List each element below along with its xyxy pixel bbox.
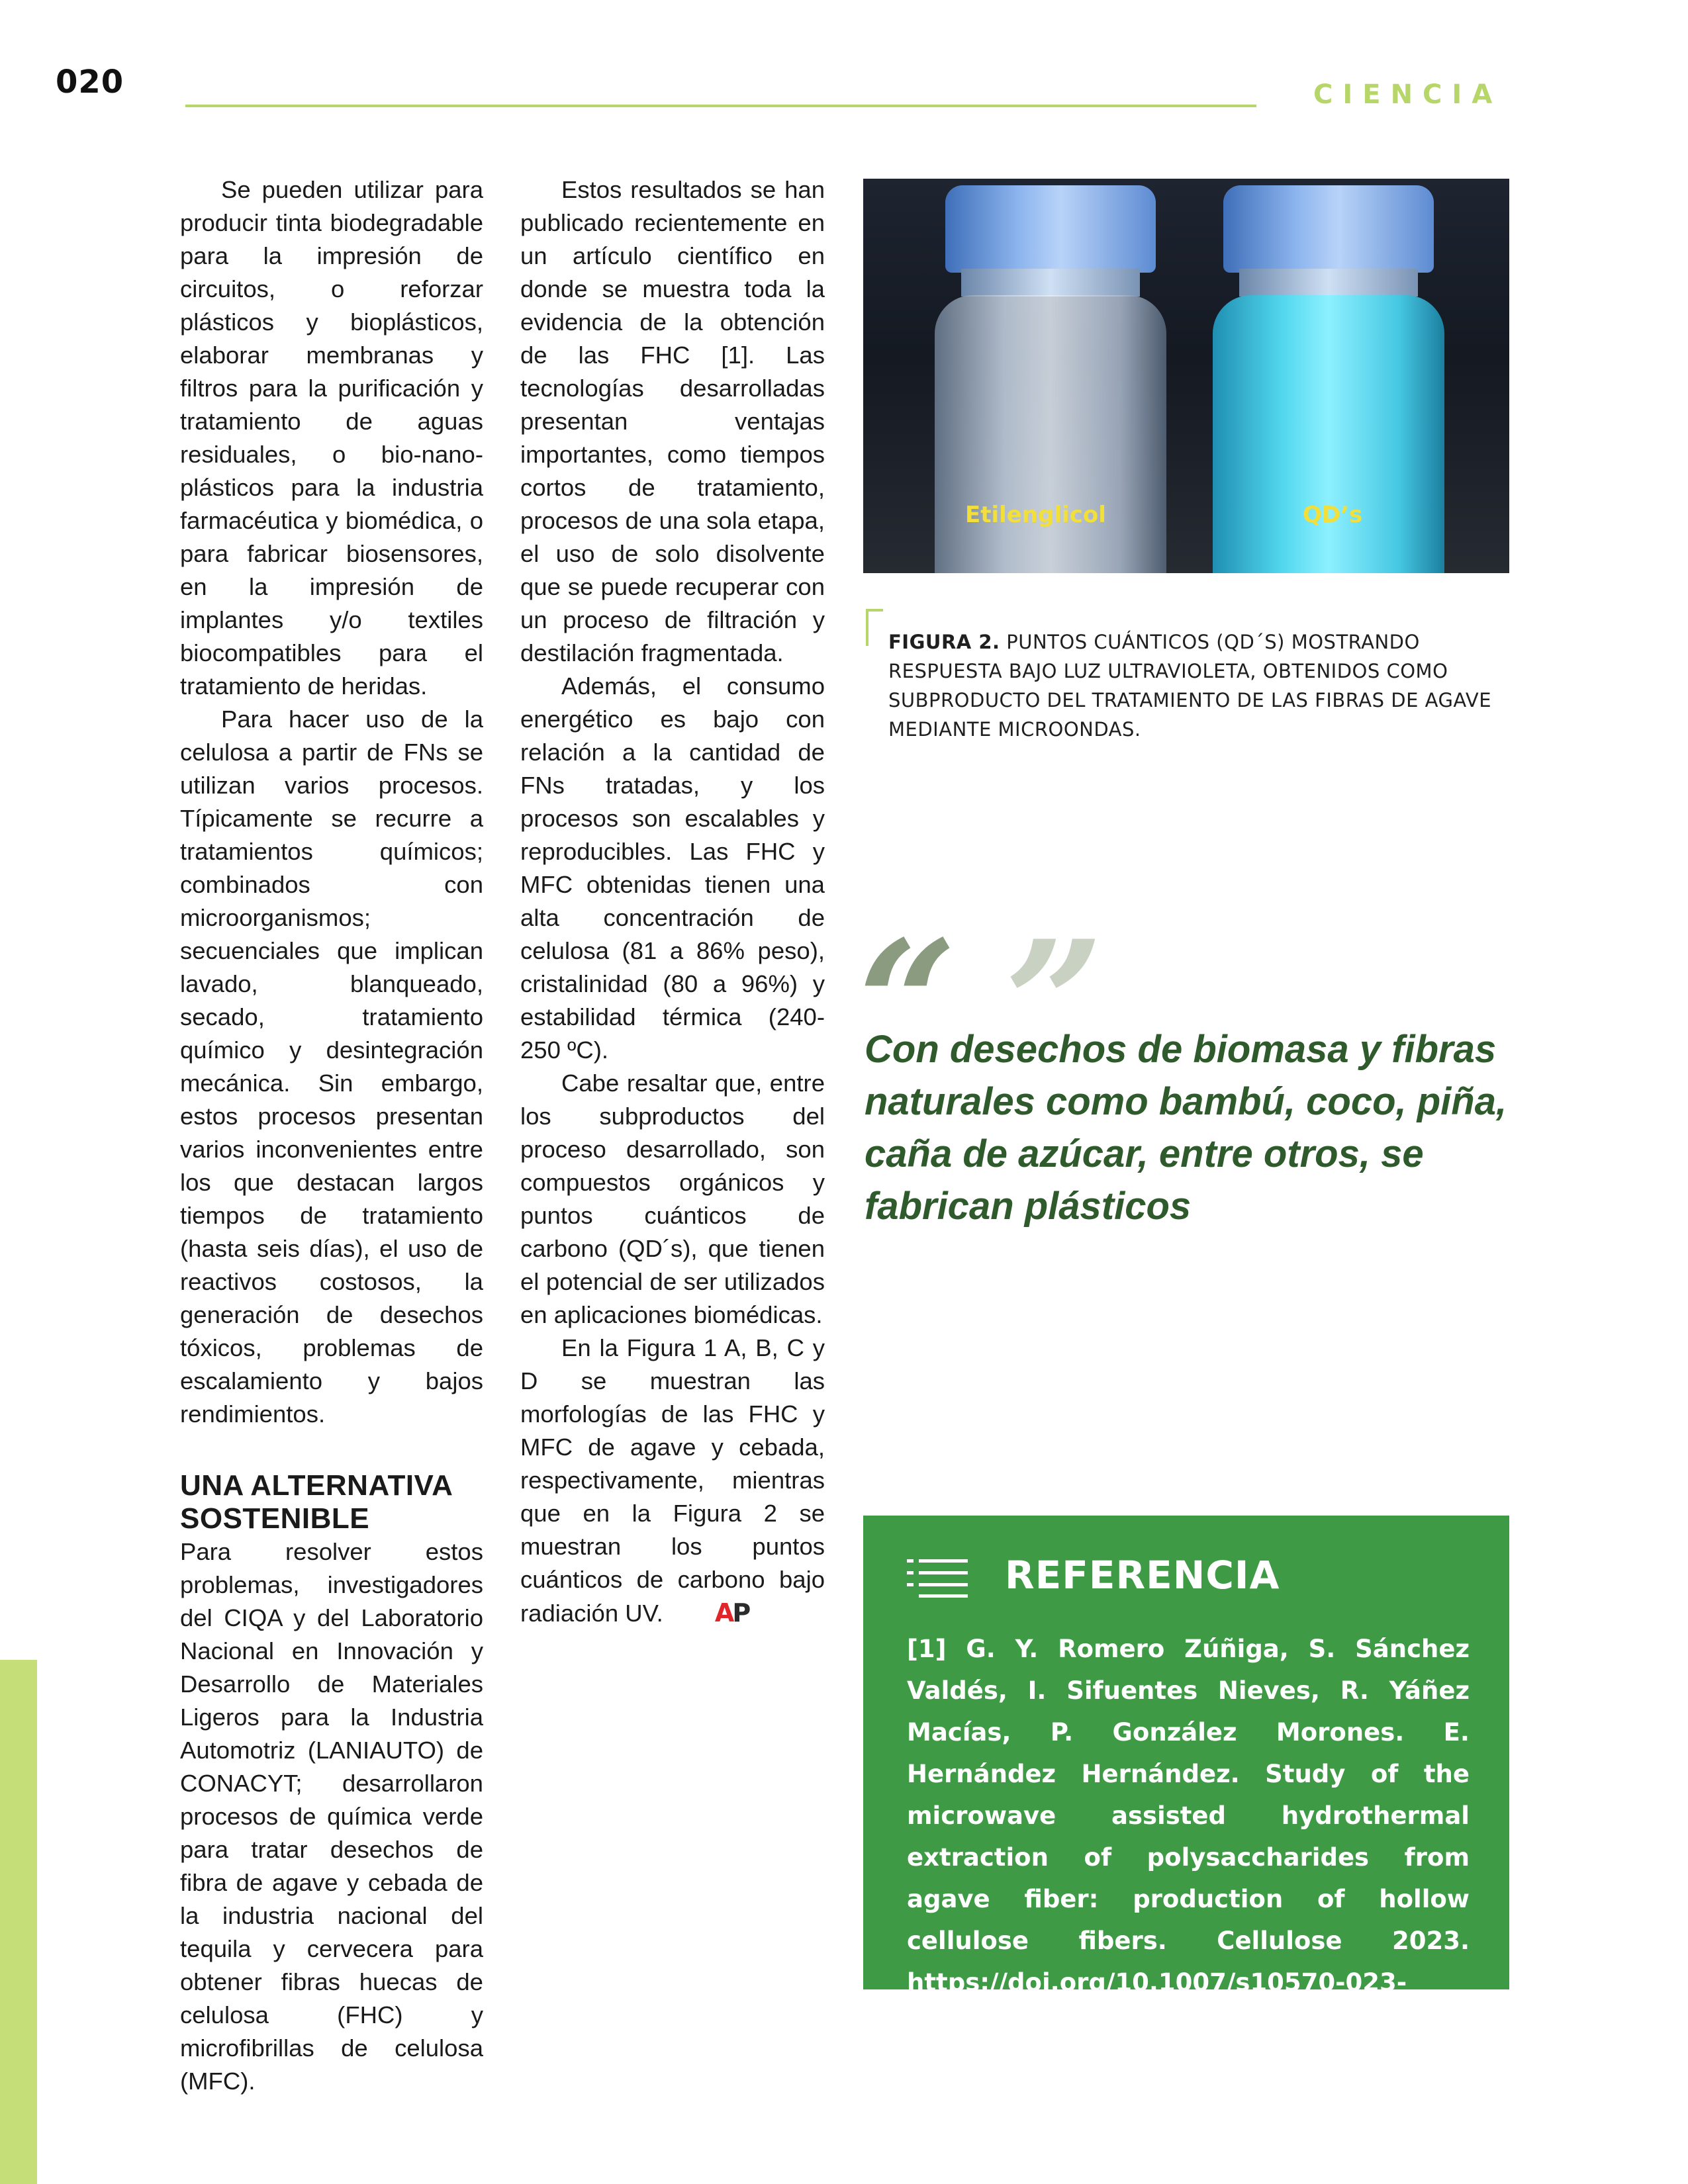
paragraph: Cabe resaltar que, entre los subproductos del proceso desarrollado, son compuestos orgánicos y puntos cuánticos de carbono (QD´s), que tienen el potencial de ser utilizados en aplicaciones biomédicas. xyxy=(520,1069,825,1328)
reference-box xyxy=(863,1516,1509,2038)
logo-letter-p: P xyxy=(732,1598,749,1627)
ap-logo xyxy=(674,1596,749,1629)
figure-photo-vials xyxy=(863,179,1509,573)
paragraph: Estos resultados se han publicado recientemente en un artículo científico en donde se muestra toda la evidencia de la obtención de las FHC [1]. Las tecnologías desarrolladas presentan ventajas importantes, como tiempos cortos de tratamiento, procesos de una sola etapa, el uso de solo disolvente que se puede recuperar con un proceso de filtración y destilación fragmentada. xyxy=(520,176,825,666)
vial-neck xyxy=(961,269,1140,296)
text-column-2 xyxy=(520,173,825,1630)
vial-body xyxy=(935,295,1166,573)
open-quote-mark: “ xyxy=(858,903,957,1105)
vial-neck xyxy=(1239,269,1418,296)
figure-label: FIGURA 2. xyxy=(888,631,1000,653)
text-column-1 xyxy=(180,173,483,2098)
vial-body xyxy=(1213,295,1444,573)
caption-text: PUNTOS CUÁNTICOS (QD´S) MOSTRANDO RESPUESTA BAJO LUZ ULTRAVIOLETA, OBTENIDOS COMO SUBPRODUCTO DEL TRATAMIENTO DE LAS FIBRAS DE AGAVE MEDIANTE MICROONDAS. xyxy=(888,631,1492,741)
logo-letter-a: A xyxy=(714,1598,733,1627)
section-label: CIENCIA xyxy=(1313,79,1503,110)
decorative-side-bar xyxy=(0,1660,37,2184)
vial-label-left: Etilenglicol xyxy=(965,502,1106,528)
paragraph: Además, el consumo energético es bajo con relación a la cantidad de FNs tratadas, y los procesos son escalables y reproducibles. Las FHC y MFC obtenidas tienen una alta concentración de celulosa (81 a 86% peso), cristalinidad (80 a 96%) y estabilidad térmica (240-250 ºC). xyxy=(520,672,825,1064)
close-quote-mark: ” xyxy=(1005,903,1104,1105)
paragraph: Para hacer uso de la celulosa a partir de FNs se utilizan varios procesos. Típicamente se recurre a tratamientos químicos; combinados con microorganismos; secuenciales que implican lavado, blanqueado, secado, tratamiento químico y desintegración mecánica. Sin embargo, estos procesos presentan varios inconvenientes entre los que destacan largos tiempos de tratamiento (hasta seis días), el uso de reactivos costosos, la generación de desechos tóxicos, problemas de escalamiento y bajos rendimientos. xyxy=(180,705,483,1428)
reference-text: [1] G. Y. Romero Zúñiga, S. Sánchez Valdés, I. Sifuentes Nieves, R. Yáñez Macías, P. González Morones. E. Hernández Hernández. Study of the microwave assisted hydrothermal extraction of polysaccharides from agave fiber: production of hollow cellulose fibers. Cellulose 2023. https://doi.org/10.1007/s10570-023-05236-2 xyxy=(907,1635,1470,2038)
reference-title: REFERENCIA xyxy=(1005,1553,1280,1598)
paragraph-text: En la Figura 1 A, B, C y D se muestran las morfologías de las FHC y MFC de agave y cebada, respectivamente, mientras que en la Figura 2 se muestran los puntos cuánticos de carbono bajo radiación UV. xyxy=(520,1334,825,1627)
vial-label-right: QD’s xyxy=(1303,502,1363,528)
paragraph-with-logo xyxy=(520,1332,825,1630)
figure-caption xyxy=(888,627,1511,744)
pull-quote: Con desechos de biomasa y fibras naturales como bambú, coco, piña, caña de azúcar, entre otros, se fabrican plásticos xyxy=(865,1028,1507,1228)
paragraph: Se pueden utilizar para producir tinta biodegradable para la impresión de circuitos, o reforzar plásticos y bioplásticos, elaborar membranas y filtros para la purificación y tratamiento de aguas residuales, o bio-nano-plásticos para la industria farmacéutica y biomédica, o para fabricar biosensores, en la impresión de implantes y/o textiles biocompatibles para el tratamiento de heridas. xyxy=(180,176,483,700)
caption-bracket xyxy=(866,609,868,646)
paragraph: Para resolver estos problemas, investigadores del CIQA y del Laboratorio Nacional en Innovación y Desarrollo de Materiales Ligeros para la Industria Automotriz (LANIAUTO) de CONACYT; desarrollaron procesos de química verde para tratar desechos de fibra de agave y cebada de la industria nacional del tequila y cervecera para obtener fibras huecas de celulosa (FHC) y microfibrillas de celulosa (MFC). xyxy=(180,1538,483,2095)
caption-bracket xyxy=(866,609,883,612)
section-heading: UNA ALTERNATIVA SOSTENIBLE xyxy=(180,1469,452,1535)
vial-cap xyxy=(1223,185,1434,273)
page-number: 020 xyxy=(56,64,124,101)
list-icon xyxy=(907,1559,968,1598)
vial-cap xyxy=(945,185,1156,273)
header-rule xyxy=(185,105,1256,107)
